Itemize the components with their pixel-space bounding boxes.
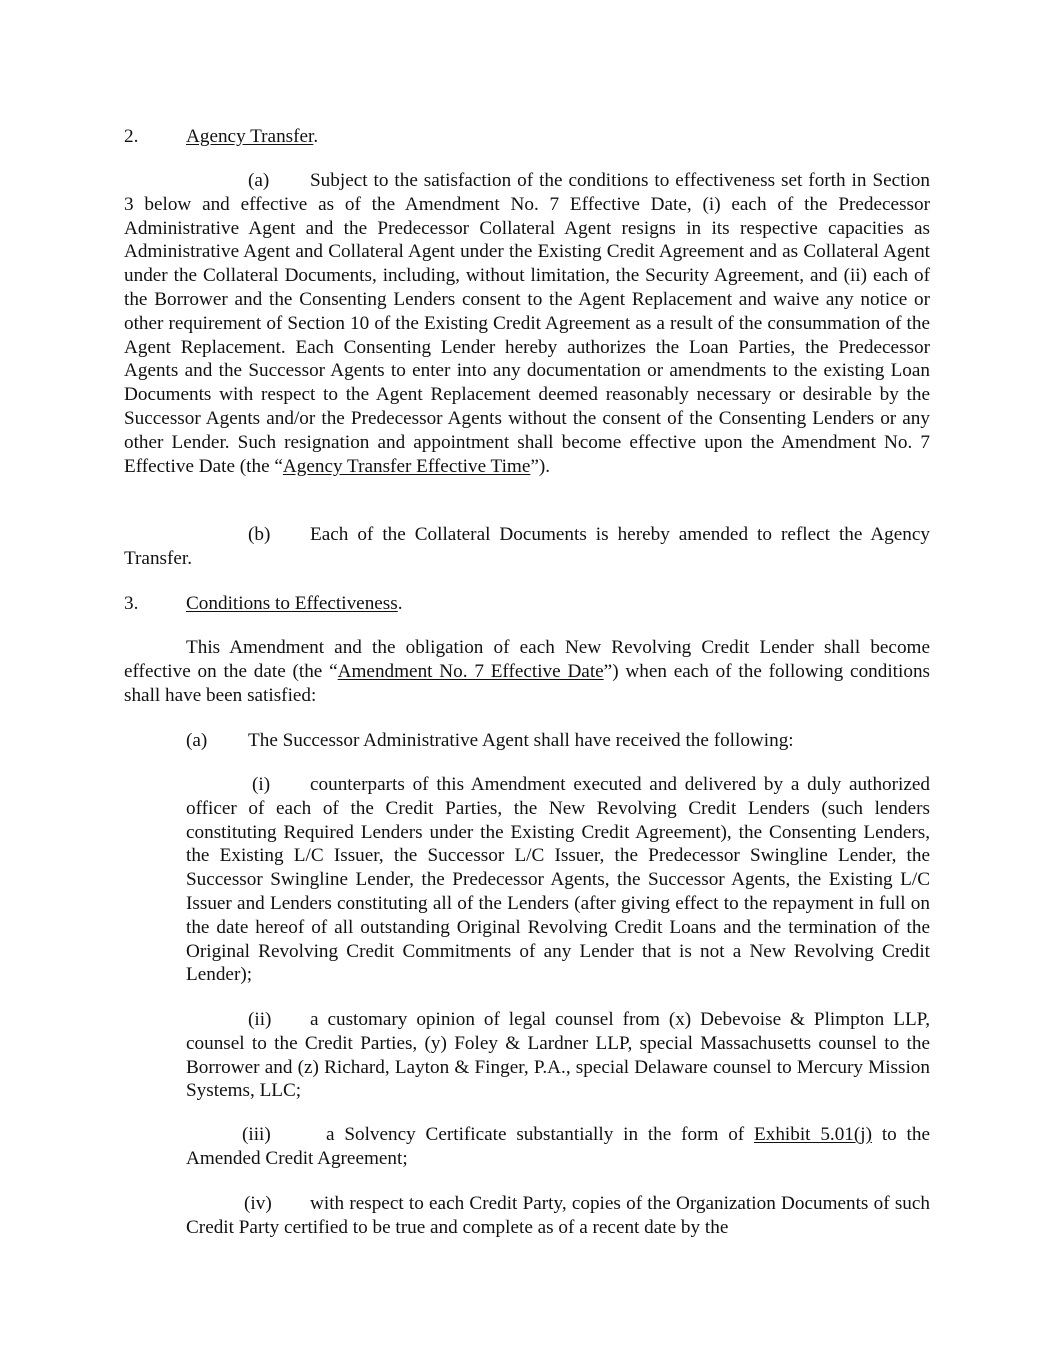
section-3-heading: 3. Conditions to Effectiveness. [124,593,403,614]
clause-text: a customary opinion of legal counsel from (x) Debevoise & Plimpton LLP, counsel to the Credit Parties, (y) Foley & Lardner LLP, special Massachusetts counsel to the Borrower and (z) Richard, Layton & Finger, P.A., special Delaware counsel to Mercury Mission Systems, LLC; [186,1009,930,1102]
section-3a-iii-paragraph: (iii) a Solvency Certificate substantially in the form of Exhibit 5.01(j) to the Amended Credit Agreement; [186,1124,930,1169]
section-3a-ii-paragraph [186,1008,930,1103]
clause-label: (b) [248,524,271,545]
clause-label: (a) [248,170,270,191]
defined-term: Amendment No. 7 Effective Date [337,660,604,682]
section-number: 3. [124,593,139,614]
clause-text: with respect to each Credit Party, copies of the Organization Documents of such Credit Party certified to be true and complete as of a recent date by the [186,1193,930,1238]
clause-text: counterparts of this Amendment executed and delivered by a duly authorized officer of each of the Credit Parties, the New Revolving Credit Lenders (such lenders constituting Required Lenders under the Existing Credit Agreement), the Consenting Lenders, the Existing L/C Issuer, the Successor L/C Issuer, the Predecessor Swingline Lender, the Successor Swingline Lender, the Predecessor Agents, the Successor Agents, the Existing L/C Issuer and Lenders constituting all of the Lenders (after giving effect to the repayment in full on the date hereof of all outstanding Original Revolving Credit Loans and the termination of the Original Revolving Credit Commitments of any Lender that is not a New Revolving Credit Lender); [186,774,930,986]
clause-label: (ii) [248,1009,272,1030]
clause-label: (i) [252,774,271,795]
clause-text: Subject to the satisfaction of the conditions to effectiveness set forth in Section 3 below and effective as of the Amendment No. 7 Effective Date, (i) each of the Predecessor Administrative Agent and the Predecessor Collateral Agent resigns in its respective capacities as Administrative Agent and Collateral Agent under the Existing Credit Agreement and as Collateral Agent under the Collateral Documents, including, without limitation, the Security Agreement, and (ii) each of the Borrower and the Consenting Lenders consent to the Agent Replacement and waive any notice or other requirement of Section 10 of the Existing Credit Agreement as a result of the consummation of the Agent Replacement. Each Consenting Lender hereby authorizes the Loan Parties, the Predecessor Agents and the Successor Agents to enter into any documentation or amendments to the existing Loan Documents with respect to the Agent Replacement deemed reasonably necessary or desirable by the Successor Agents and/or the Predecessor Agents without the consent of the Consenting Lenders or any other Lender. Such resignation and appointment shall become effective upon the Amendment No. 7 Effective Date (the “ [124,170,930,477]
section-3-intro: This Amendment and the obligation of each New Revolving Credit Lender shall become effective on the date (the “Amendment No. 7 Effective Date”) when each of the following conditions shall have been satisfied: [124,637,931,706]
clause-text: The Successor Administrative Agent shall have received the following: [248,730,794,751]
section-title: Agency Transfer [186,126,314,147]
section-number: 2. [124,126,139,147]
clause-text: Each of the Collateral Documents is hereby amended to reflect the Agency Transfer. [124,524,930,569]
defined-term: Agency Transfer Effective Time [282,455,531,477]
section-2a-paragraph: (a) Subject to the satisfaction of the conditions to effectiveness set forth in Section 3 below and effective as of the Amendment No. 7 Effective Date, (i) each of the Predecessor Administrative Agent and the Predecessor Collateral Agent resigns in its respective capacities as Administrative Agent and Collateral Agent under the Existing Credit Agreement and as Collateral Agent under the Collateral Documents, including, without limitation, the Security Agreement, and (ii) each of the Borrower and the Consenting Lenders consent to the Agent Replacement and waive any notice or other requirement of Section 10 of the Existing Credit Agreement as a result of the consummation of the Agent Replacement. Each Consenting Lender hereby authorizes the Loan Parties, the Predecessor Agents and the Successor Agents to enter into any documentation or amendments to the existing Loan Documents with respect to the Agent Replacement deemed reasonably necessary or desirable by the Successor Agents and/or the Predecessor Agents without the consent of the Consenting Lenders or any other Lender. Such resignation and appointment shall become effective upon the Amendment No. 7 Effective Date (the “Agency Transfer Effective Time”). [124,170,930,477]
section-2b-paragraph [124,523,930,571]
section-title: Conditions to Effectiveness [186,593,398,614]
exhibit-reference: Exhibit 5.01(j) [754,1124,873,1145]
clause-label: (a) [186,730,208,751]
section-3a-paragraph [186,729,930,753]
section-3a-i-paragraph [186,773,930,987]
section-3a-iv-paragraph [186,1192,930,1240]
section-2-heading: 2. Agency Transfer. [124,126,319,147]
clause-label: (iii) [242,1124,271,1145]
clause-label: (iv) [244,1193,272,1214]
